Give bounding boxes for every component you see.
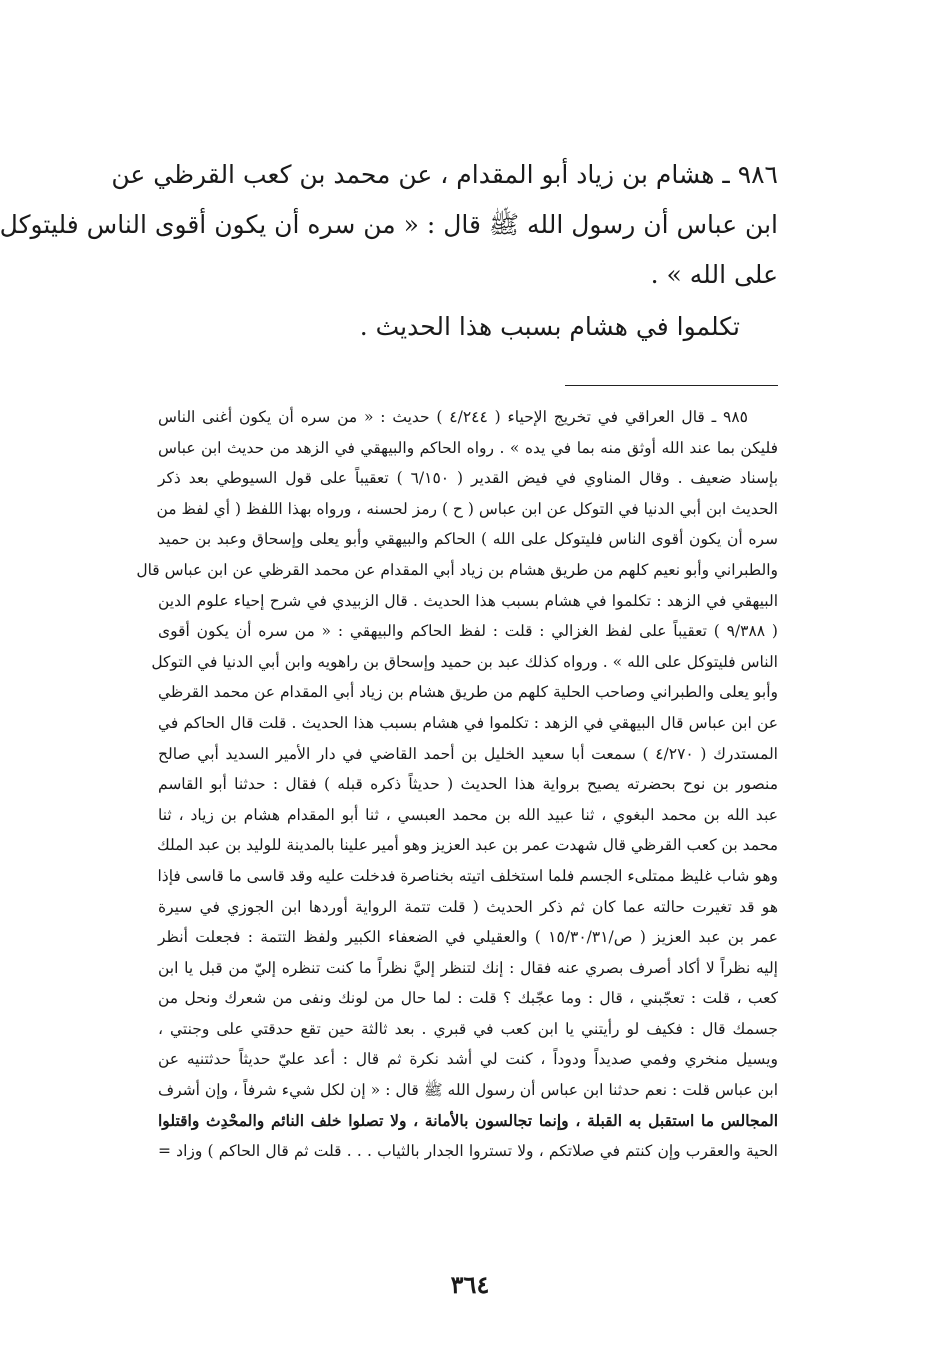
footnote-line: البيهقي في الزهد : تكلموا في هشام بسبب هذا الحديث . قال الزبيدي في شرح إحياء علوم الدين — [158, 591, 778, 610]
footnote-line: بإسناد ضعيف . وقال المناوي في فيض القدير ( ٦/١٥٠ ) تعقيباً على قول السيوطي بعد ذكر — [158, 469, 779, 488]
main-line: ابن عباس أن رسول الله ﷺ قال : « من سره أن يكون أقوى الناس فليتوكل — [0, 210, 778, 239]
footnote-line: فليكن بما عند الله أوثق منه بما في يده » . رواه الحاكم والبيهقي في الزهد من حديث ابن عباس — [158, 438, 778, 457]
footnote-line: الحية والعقرب وإن كنتم في صلاتكم ، ولا تستروا الجدار بالثياب . . . قلت ثم قال الحاكم ) وزاد = — [158, 1142, 778, 1161]
footnote-line: الحديث ابن أبي الدنيا في التوكل عن ابن عباس ( ح ) رمز لحسنه ، ورواه بهذا اللفظ ( أي لفظ من — [156, 499, 778, 518]
footnote-line: عبد الله بن محمد البغوي ، ثنا عبيد الله بن محمد العبسي ، ثنا أبو المقدام هشام بن زياد ، ثنا — [158, 805, 778, 824]
footnote-line: منصور بن نوح بحضرته يصيح برواية هذا الحديث ( حديثاً ذكره قبله ) فقال : حدثنا أبو القاسم — [158, 775, 778, 794]
footnote-line: محمد بن كعب القرظي قال شهدت عمر بن عبد العزيز وهو أمير علينا بالمدينة للوليد بن عبد الملك — [156, 836, 778, 855]
footnote-line: سره أن يكون أقوى الناس فليتوكل على الله ) الحاكم والبيهقي وأبو يعلى وإسحاق وعبد بن حميد — [158, 530, 778, 549]
footnote-line: والطبراني وأبو نعيم كلهم من طريق هشام بن زياد أبي المقدام عن محمد القرظي عن ابن عباس قال — [136, 560, 778, 579]
footnote-line: وهو شاب غليظ ممتلىء الجسم فلما استخلف اتيته بخناصرة فدخلت عليه وقد قاسى ما قاسى فإذا — [157, 866, 778, 885]
footnote-line: عن ابن عباس قال البيهقي في الزهد : تكلموا في هشام بسبب هذا الحديث . قلت قال الحاكم في — [158, 713, 778, 732]
main-comment: تكلموا في هشام بسبب هذا الحديث . — [359, 312, 740, 341]
footnote-line: ٩٨٥ ـ قال العراقي في تخريج الإحياء ( ٤/٢٤٤ ) حديث : « من سره أن يكون أغنى الناس — [158, 408, 748, 426]
footnote-line: المستدرك ( ٤/٢٧٠ ) سمعت أبا سعيد الخليل بن أحمد القاضي في دار الأمير السديد أبي صالح — [158, 744, 778, 763]
footnote-line: وأبو يعلى والطبراني وصاحب الحلية كلهم من طريق هشام بن زياد أبي المقدام عن محمد القرظي — [158, 683, 778, 702]
page-number: ٣٦٤ — [450, 1270, 490, 1299]
footnote-line: الناس فليتوكل على الله » . ورواه كذلك عبد بن حميد وإسحاق بن راهويه وابن أبي الدنيا في التوكل — [151, 652, 778, 671]
footnote-line: ( ٩/٣٨٨ ) تعقيباً على لفظ الغزالي : قلت : لفظ الحاكم والبيهقي : « من سره أن يكون أقوى — [158, 622, 778, 641]
footnote-separator — [565, 385, 778, 386]
footnote-line: كعب ، قلت : تعجّبني ، قال : وما عجّبك ؟ قلت : لما حال من لونك ونفى من شعرك ونحل من — [158, 989, 778, 1008]
main-text — [0, 150, 778, 352]
footnote-line: المجالس ما استقبل به القبلة ، وإنما تجالسون بالأمانة ، ولا تصلوا خلف النائم والمحْدِث واقتلوا — [158, 1110, 778, 1130]
main-line: ٩٨٦ ـ هشام بن زياد أبو المقدام ، عن محمد بن كعب القرظي عن — [111, 160, 778, 189]
footnote — [136, 402, 779, 1167]
main-line: على الله » . — [650, 260, 778, 289]
footnote-line: جسمك قال : فكيف لو رأيتني يا ابن كعب في قبري . بعد ثالثة حين تقع حدقتي على وجنتي ، — [158, 1019, 778, 1038]
footnote-line: ابن عباس قلت : نعم حدثنا ابن عباس أن رسول الله ﷺ قال : « إن لكل شيء شرفاً ، وإن أشرف — [158, 1081, 778, 1100]
footnote-line: عمر بن عبد العزيز ( ص/١٥/٣٠/٣١ ) والعقيلي في الضعفاء الكبير ولفظ التتمة : فجعلت أنظر — [158, 928, 778, 947]
footnote-line: ويسيل منخري وفمي صديداً ودوداً ، كنت لي أشد نكرة ثم قال : أعد عليّ حديثاً حدثتنيه عن — [158, 1050, 778, 1069]
footnote-line: هو قد تغيرت حالته عما كان ثم ذكر الحديث ( قلت تتمة الرواية أوردها ابن الجوزي في سيرة — [158, 897, 778, 916]
footnote-line: إليه نظراً لا أكاد أصرف بصري عنه فقال : إنك لتنظر إليَّ نظراً ما كنت تنظره إليّ من قبل يا ابن — [158, 958, 778, 977]
